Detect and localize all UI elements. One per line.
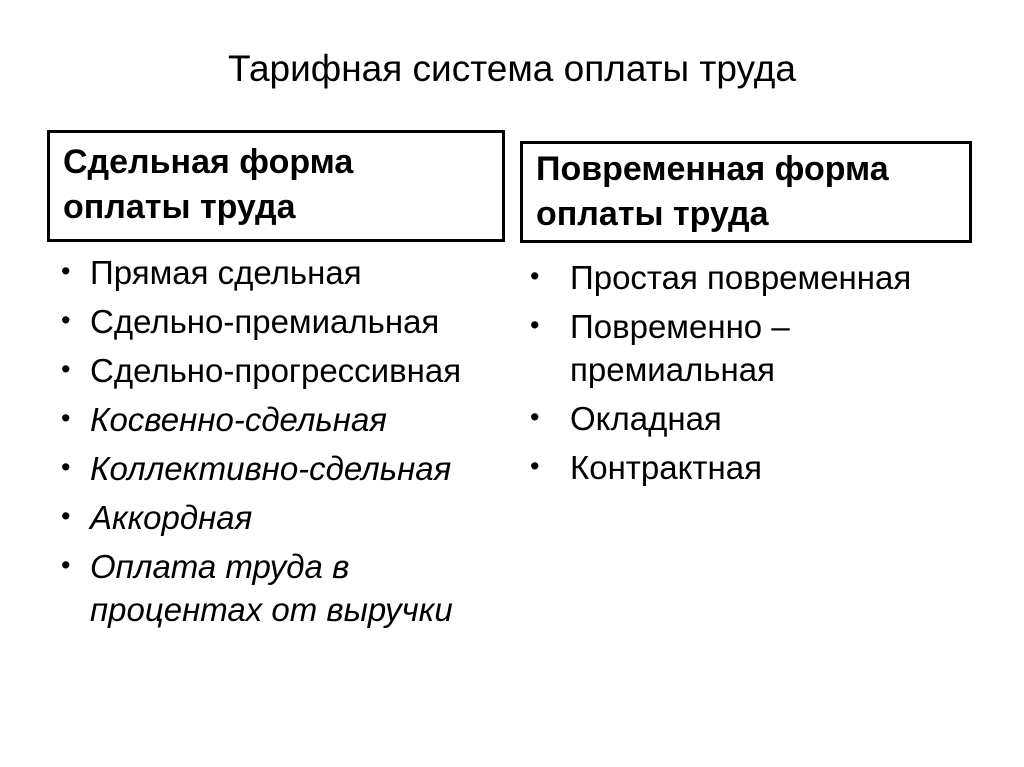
list-item-text: Окладная — [570, 400, 722, 437]
column-timebased — [520, 141, 972, 495]
list-item — [47, 251, 505, 294]
list-item — [520, 397, 972, 440]
bullet-icon: • — [530, 261, 540, 291]
list-item — [47, 349, 505, 392]
bullet-icon: • — [61, 403, 71, 433]
list-item-text: Сдельно-премиальная — [90, 303, 440, 340]
list-item-text: Повременно – премиальная — [570, 308, 790, 388]
bullet-icon: • — [61, 305, 71, 335]
list-item — [520, 305, 972, 391]
list-item — [520, 446, 972, 489]
bullet-icon: • — [61, 550, 71, 580]
list-item-text: Простая повременная — [570, 259, 912, 296]
list-item-text: Оплата труда в процентах от выручки — [90, 548, 453, 628]
list-item — [47, 496, 505, 539]
list-item-text: Косвенно-сдельная — [90, 401, 387, 438]
list-item-text: Прямая сдельная — [90, 254, 362, 291]
column-piecework — [47, 130, 505, 637]
bullet-icon: • — [61, 501, 71, 531]
list-item — [47, 398, 505, 441]
list-item — [47, 300, 505, 343]
list-item — [47, 545, 505, 631]
list-item-text: Коллективно-сдельная — [90, 450, 452, 487]
list-item-text: Сдельно-прогрессивная — [90, 352, 462, 389]
list-item-text: Аккордная — [90, 499, 253, 536]
timebased-header-box: Повременная форма оплаты труда — [520, 141, 972, 243]
bullet-icon: • — [530, 402, 540, 432]
list-item — [520, 256, 972, 299]
list-item — [47, 447, 505, 490]
bullet-icon: • — [530, 451, 540, 481]
timebased-list — [520, 256, 972, 489]
list-item-text: Контрактная — [570, 449, 762, 486]
slide-title: Тарифная система оплаты труда — [228, 48, 796, 89]
bullet-icon: • — [61, 452, 71, 482]
piecework-list — [47, 251, 505, 631]
piecework-header-box: Сдельная форма оплаты труда — [47, 130, 505, 242]
bullet-icon: • — [61, 354, 71, 384]
bullet-icon: • — [530, 310, 540, 340]
bullet-icon: • — [61, 256, 71, 286]
